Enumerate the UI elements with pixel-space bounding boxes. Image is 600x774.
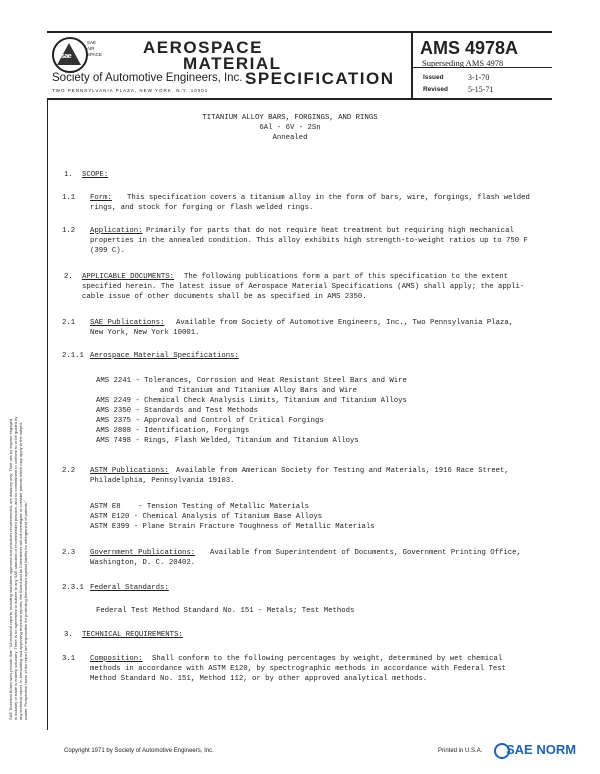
doc-title: TITANIUM ALLOY BARS, FORGINGS, AND RINGS 6Al - 6V - 2Sn Annealed [202, 114, 378, 142]
ams-list-item: AMS 2375 - Approval and Control of Critical Forgings [96, 417, 324, 425]
section-2-3-1-number: 2.3.1 [62, 584, 84, 592]
ams-list-item: AMS 2808 - Identification, Forgings [96, 427, 250, 435]
section-2-1-text: Available from Society of Automotive Engineers, Inc., Two Pennsylvania Plaza, [176, 319, 514, 327]
section-2-text: cable issue of other documents shall be as specified in AMS 2350. [82, 293, 367, 301]
astm-list-item: ASTM E8 - Tension Testing of Metallic Materials [90, 503, 309, 511]
section-3-1-text: methods in accordance with ASTM E120, by spectrographic methods in accordance with Federal Test [90, 665, 506, 673]
section-2-text: The following publications form a part of this specification to the extent [184, 273, 509, 281]
section-1-1-number: 1.1 [62, 194, 76, 202]
revised-date: 5-15-71 [468, 85, 494, 94]
federal-standard-item: Federal Test Method Standard No. 151 - Metals; Test Methods [96, 607, 355, 615]
title-specification: SPECIFICATION [245, 69, 395, 88]
section-1-heading: SCOPE: [82, 171, 109, 179]
section-2-3-text: Available from Superintendent of Documents, Government Printing Office, [210, 549, 521, 557]
ams-list-item: AMS 2350 - Standards and Test Methods [96, 407, 259, 415]
section-1-1-heading: Form: [90, 194, 112, 202]
section-2-1-1-number: 2.1.1 [62, 352, 84, 360]
header-top-rule [47, 31, 552, 33]
section-2-3-1-heading: Federal Standards: [90, 584, 169, 592]
sae-logo: sae [52, 37, 88, 73]
society-address: TWO PENNSYLVANIA PLAZA, NEW YORK, N.Y. 10001 [52, 88, 209, 93]
copyright-footer: Copyright 1971 by Society of Automotive Engineers, Inc. [64, 748, 214, 754]
section-2-2-text: Philadelphia, Pennsylvania 19103. [90, 477, 235, 485]
section-2-3-text: Washington, D. C. 20402. [90, 559, 196, 567]
superseding-note: Superseding AMS 4978 [422, 58, 504, 68]
section-3-heading: TECHNICAL REQUIREMENTS: [82, 631, 183, 639]
section-2-2-text: Available from American Society for Testing and Materials, 1916 Race Street, [176, 467, 509, 475]
section-2-number: 2. [64, 273, 73, 281]
issued-date: 3-1-70 [468, 73, 490, 82]
section-3-1-text: Shall conform to the following percentages by weight, determined by wet chemical [152, 655, 503, 663]
astm-list-item: ASTM E120 - Chemical Analysis of Titanium Base Alloys [90, 513, 323, 521]
section-2-2-heading: ASTM Publications: [90, 467, 169, 475]
section-2-2-number: 2.2 [62, 467, 76, 475]
sae-disclaimer-note: SAE Technical Board rules provide that: "All technical reports, including standards approved and practices recommended, are advisory only. Their use by anyone engaged in industry or trade is entirely voluntary. There is no agreement to adhere to any SAE standard or recommended practice, and no commitment to conform to or be guided by any technical report. In formulating and approving technical reports, the Board and its Committees will not investigate or consider patents which may apply to the subject matter. Prospective users of the report are responsible for protecting themselves against liability for infringement of patents." [8, 416, 28, 720]
section-1-2-number: 1.2 [62, 227, 76, 235]
section-1-number: 1. [64, 171, 73, 179]
left-margin-rule [47, 100, 48, 730]
society-name: Society of Automotive Engineers, Inc. [52, 72, 243, 84]
title-material: MATERIAL [183, 54, 282, 73]
ams-list-item: AMS 2241 - Tolerances, Corrosion and Heat Resistant Steel Bars and Wire [96, 377, 407, 385]
issued-label: Issued [423, 74, 444, 81]
section-1-2-text: Primarily for parts that do not require heat treatment but requiring high mechanical [146, 227, 514, 235]
section-3-1-heading: Composition: [90, 655, 143, 663]
ams-list-item: and Titanium and Titanium Alloy Bars and Wire [160, 387, 358, 395]
ams-list-item: AMS 7498 - Rings, Flash Welded, Titanium and Titanium Alloys [96, 437, 359, 445]
watermark-text: SAE NORM [506, 742, 577, 757]
section-1-2-heading: Application: [90, 227, 143, 235]
section-3-number: 3. [64, 631, 73, 639]
ams-number: AMS 4978A [420, 38, 519, 58]
revised-label: Revised [423, 86, 448, 93]
section-1-2-text: properties in the annealed condition. This alloy exhibits high strength-to-weight ratios up to 750 F [90, 237, 528, 245]
section-2-3-heading: Government Publications: [90, 549, 196, 557]
header-bottom-rule [47, 98, 552, 100]
astm-list-item: ASTM E399 - Plane Strain Fracture Toughness of Metallic Materials [90, 523, 375, 531]
section-1-1-text: rings, and stock for forging or flash welded rings. [90, 204, 314, 212]
section-2-1-heading: SAE Publications: [90, 319, 165, 327]
section-1-2-text: (399 C). [90, 247, 126, 255]
section-3-1-text: Method Standard No. 151, Method 112, or by other approved analytical methods. [90, 675, 428, 683]
logo-side-text: SAE AIR SPACE [87, 40, 102, 57]
header-divider [411, 31, 413, 100]
section-2-1-1-heading: Aerospace Material Specifications: [90, 352, 239, 360]
section-2-1-number: 2.1 [62, 319, 76, 327]
printed-in-footer: Printed in U.S.A. [438, 748, 483, 754]
section-2-heading: APPLICABLE DOCUMENTS: [82, 273, 174, 281]
title-aerospace: AEROSPACE [143, 38, 263, 57]
section-3-1-number: 3.1 [62, 655, 76, 663]
section-1-1-text: This specification covers a titanium alloy in the form of bars, wire, forgings, flash welded [127, 194, 530, 202]
ams-list-item: AMS 2249 - Chemical Check Analysis Limits, Titanium and Titanium Alloys [96, 397, 407, 405]
section-2-1-text: New York, New York 10001. [90, 329, 200, 337]
section-2-text: specified herein. The latest issue of Aerospace Material Specifications (AMS) shall apply; the appli- [82, 283, 525, 291]
section-2-3-number: 2.3 [62, 549, 76, 557]
